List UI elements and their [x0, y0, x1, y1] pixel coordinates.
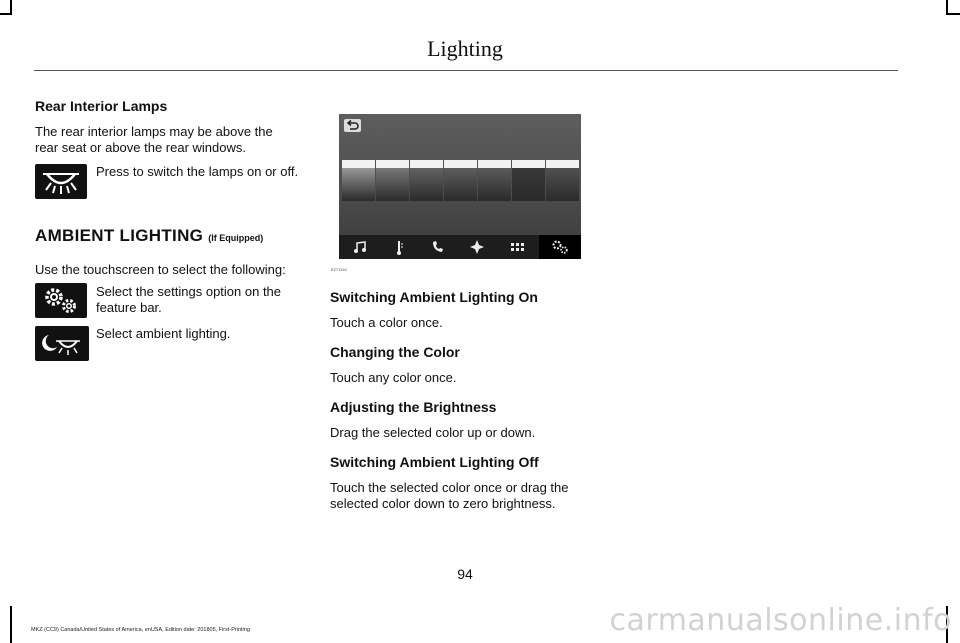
color-swatch: [512, 160, 545, 201]
crop-mark: [10, 0, 12, 14]
brightness-heading: Adjusting the Brightness: [330, 399, 497, 415]
swatch-cap: [410, 160, 443, 168]
header-rule: [34, 70, 898, 71]
crop-mark: [0, 13, 12, 15]
color-swatch: [410, 160, 443, 201]
swatch-cap: [342, 160, 375, 168]
dome-lamp-icon: [35, 164, 87, 199]
switch-off-paragraph: Touch the selected color once or drag the selected color down to zero brightness.: [330, 480, 569, 511]
back-icon: [344, 119, 361, 132]
gears-icon: [35, 283, 87, 318]
color-swatch: [376, 160, 409, 201]
switch-on-heading: Switching Ambient Lighting On: [330, 289, 538, 305]
apps-icon: [499, 235, 535, 259]
rear-lamps-heading: Rear Interior Lamps: [35, 98, 168, 114]
settings-instruction: Select the settings option on the feature bar.: [96, 284, 282, 315]
watermark: carmanualsonline.info: [609, 603, 952, 638]
rear-lamps-paragraph: The rear interior lamps may be above the rear seat or above the rear windows.: [35, 124, 273, 155]
page-number: 94: [457, 566, 473, 582]
switch-on-paragraph: Touch a color once.: [330, 315, 443, 330]
swatch-cap: [376, 160, 409, 168]
climate-icon: [381, 235, 417, 259]
crop-mark: [946, 0, 948, 14]
edition-footer: MKZ (CC9) Canada/United States of America, enUSA, Edition date: 201805, First-Printing: [31, 627, 250, 633]
touchscreen-paragraph: Use the touchscreen to select the following:: [35, 262, 286, 277]
color-swatch: [444, 160, 477, 201]
figure-code: E271192: [331, 267, 347, 272]
navigation-icon: [459, 235, 495, 259]
swatch-cap: [546, 160, 579, 168]
phone-icon: [420, 235, 456, 259]
touchscreen-illustration: [339, 114, 581, 259]
color-swatch: [342, 160, 375, 201]
ambient-instruction: Select ambient lighting.: [96, 326, 231, 341]
switch-off-heading: Switching Ambient Lighting Off: [330, 454, 539, 470]
ambient-heading-text: AMBIENT LIGHTING: [35, 226, 204, 245]
lamp-instruction: Press to switch the lamps on or off.: [96, 164, 299, 179]
feature-bar: [339, 235, 581, 259]
brightness-paragraph: Drag the selected color up or down.: [330, 425, 536, 440]
color-swatch: [478, 160, 511, 201]
change-color-paragraph: Touch any color once.: [330, 370, 457, 385]
crop-mark: [10, 606, 12, 643]
swatch-cap: [512, 160, 545, 168]
music-icon: [343, 235, 379, 259]
ambient-light-icon: [35, 326, 89, 361]
swatch-cap: [444, 160, 477, 168]
ambient-heading-suffix: (If Equipped): [208, 233, 264, 243]
settings-icon: [539, 235, 581, 259]
swatch-cap: [478, 160, 511, 168]
change-color-heading: Changing the Color: [330, 344, 460, 360]
ambient-heading: [35, 226, 263, 246]
color-swatch: [546, 160, 579, 201]
crop-mark: [946, 13, 960, 15]
page-title: Lighting: [427, 36, 503, 61]
